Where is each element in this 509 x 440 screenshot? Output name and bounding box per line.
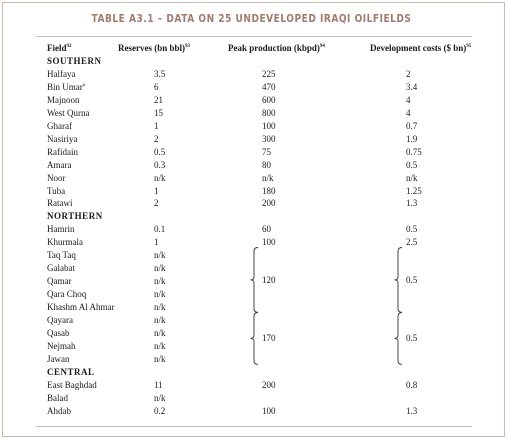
reserves-value: n/k xyxy=(154,315,166,325)
group-brace-peak xyxy=(250,247,260,313)
development-cost-value: 2 xyxy=(406,68,411,79)
field-name: Ahdab xyxy=(47,405,71,416)
peak-production-value: 800 xyxy=(262,107,276,118)
development-cost-value: 4 xyxy=(406,94,411,105)
reserves-value: 1 xyxy=(154,120,159,131)
peak-production-value: 100 xyxy=(262,405,276,416)
field-name: Qayara xyxy=(47,315,73,325)
field-name: Qasab xyxy=(47,327,70,338)
peak-production-value: 300 xyxy=(262,133,276,144)
development-cost-value: 0.75 xyxy=(406,146,422,157)
reserves-value: n/k xyxy=(154,250,166,261)
development-cost-value: 0.7 xyxy=(406,120,418,131)
grouped-development-cost-value: 0.5 xyxy=(406,275,418,286)
header-reserves: Reserves (bn bbl)$^{93}$ xyxy=(118,43,190,53)
field-name: Gharaf xyxy=(47,120,72,131)
peak-production-value: 600 xyxy=(262,94,276,105)
field-name: Ratawi xyxy=(47,198,73,209)
field-name: Balad xyxy=(47,392,68,403)
field-name: Jawan xyxy=(47,353,70,364)
reserves-value: 15 xyxy=(154,107,163,118)
reserves-value: 3.5 xyxy=(154,68,166,79)
group-brace-peak xyxy=(250,312,260,365)
reserves-value: 2 xyxy=(154,198,159,209)
peak-production-value: 200 xyxy=(262,379,276,390)
development-cost-value: 2.5 xyxy=(406,237,418,248)
development-cost-value: 3.4 xyxy=(406,81,418,92)
reserves-value: n/k xyxy=(154,172,166,183)
field-name: Taq Taq xyxy=(47,250,76,261)
peak-production-value: 200 xyxy=(262,198,276,209)
reserves-value: n/k xyxy=(154,340,166,351)
header-peak-production: Peak production (kbpd)$^{94}$ xyxy=(228,43,325,53)
reserves-value: n/k xyxy=(154,263,166,274)
reserves-value: 11 xyxy=(154,379,163,390)
grouped-peak-production-value: 120 xyxy=(262,275,276,286)
field-name: Nasiriya xyxy=(47,133,78,144)
field-name: Bin Umar$^a$ xyxy=(47,81,85,92)
reserves-value: n/k xyxy=(154,289,166,300)
grouped-peak-production-value: 170 xyxy=(262,333,276,344)
peak-production-value: 225 xyxy=(262,68,276,79)
field-name: Halfaya xyxy=(47,68,76,79)
reserves-value: 0.2 xyxy=(154,405,166,416)
field-name: Nejmah xyxy=(47,340,76,351)
field-name: Galabat xyxy=(47,263,75,274)
peak-production-value: 75 xyxy=(262,146,271,157)
field-name: Qara Choq xyxy=(47,289,87,300)
table-title: TABLE A3.1 – DATA ON 25 UNDEVELOPED IRAQI OILFIELDS xyxy=(91,13,412,25)
peak-production-value: 180 xyxy=(262,185,276,196)
peak-production-value: 470 xyxy=(262,81,276,92)
reserves-value: 0.3 xyxy=(154,159,166,170)
reserves-value: n/k xyxy=(154,276,166,287)
development-cost-value: n/k xyxy=(406,172,418,183)
peak-production-value: 100 xyxy=(262,120,276,131)
header-field: Field$^{92}$ xyxy=(47,43,72,53)
top-rule xyxy=(36,36,472,37)
reserves-value: 0.5 xyxy=(154,146,166,157)
reserves-value: n/k xyxy=(154,327,166,338)
reserves-value: 0.1 xyxy=(154,224,166,235)
development-cost-value: 1.9 xyxy=(406,133,418,144)
peak-production-value: 80 xyxy=(262,159,271,170)
reserves-value: n/k xyxy=(154,302,166,313)
section-heading: NORTHERN xyxy=(47,211,103,222)
reserves-value: 21 xyxy=(154,94,163,105)
development-cost-value: 1.25 xyxy=(406,185,422,196)
group-brace-costs xyxy=(394,312,404,365)
field-name: Tuba xyxy=(47,185,66,196)
field-name: Hamrin xyxy=(47,224,75,235)
grouped-development-cost-value: 0.5 xyxy=(406,333,418,344)
peak-production-value: 100 xyxy=(262,237,276,248)
field-name: Noor xyxy=(47,172,66,183)
development-cost-value: 0.8 xyxy=(406,379,418,390)
reserves-value: 6 xyxy=(154,81,159,92)
peak-production-value: n/k xyxy=(262,172,274,183)
peak-production-value: 60 xyxy=(262,224,271,235)
development-cost-value: 1.3 xyxy=(406,405,418,416)
field-name: Amara xyxy=(47,159,72,170)
field-name: Qamar xyxy=(47,276,72,287)
group-brace-costs xyxy=(394,247,404,313)
development-cost-value: 4 xyxy=(406,107,411,118)
field-name: Khashm Al Ahmar xyxy=(47,302,115,313)
reserves-value: n/k xyxy=(154,353,166,364)
field-name: Majnoon xyxy=(47,94,80,105)
field-name: Rafidain xyxy=(47,146,78,157)
field-name: West Qurna xyxy=(47,107,90,118)
field-name: East Baghdad xyxy=(47,379,97,390)
header-development-costs: Development costs ($ bn)$^{95}$ xyxy=(370,43,472,53)
development-cost-value: 0.5 xyxy=(406,224,418,235)
section-heading: CENTRAL xyxy=(47,366,95,377)
development-cost-value: 1.3 xyxy=(406,198,418,209)
reserves-value: 1 xyxy=(154,185,159,196)
field-name: Khurmala xyxy=(47,237,83,248)
reserves-value: 2 xyxy=(154,133,159,144)
reserves-value: n/k xyxy=(154,392,166,403)
reserves-value: 1 xyxy=(154,237,159,248)
section-heading: SOUTHERN xyxy=(47,56,102,66)
bottom-rule xyxy=(36,426,472,427)
development-cost-value: 0.5 xyxy=(406,159,418,170)
